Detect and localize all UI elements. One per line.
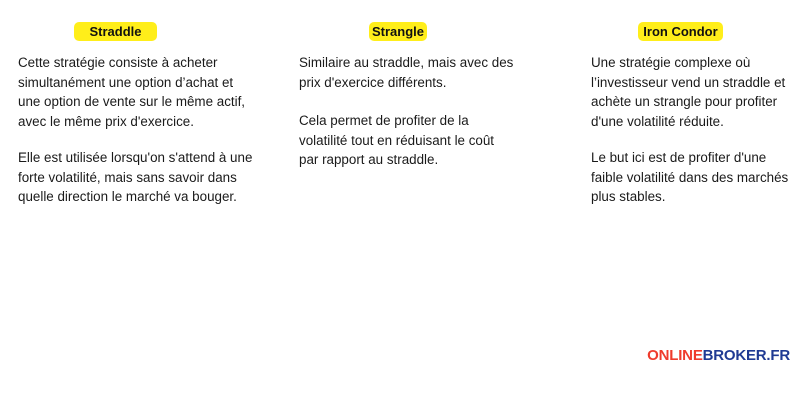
straddle-description: Cette stratégie consiste à acheter simultanément une option d’achat et une option de vente sur le même actif, avec le même prix d'exercice. xyxy=(18,55,246,129)
straddle-tag: Straddle xyxy=(74,22,157,41)
onlinebroker-logo xyxy=(647,347,790,364)
iron-condor-goal: Le but ici est de profiter d'une faible volatilité dans des marchés plus stables. xyxy=(591,150,789,204)
strangle-tag: Strangle xyxy=(369,22,427,41)
logo-broker-text: BROKER.FR xyxy=(702,347,790,364)
strangle-benefit: Cela permet de profiter de la volatilité tout en réduisant le coût par rapport au straddle. xyxy=(299,113,495,167)
strangle-description: Similaire au straddle, mais avec des prix d'exercice différents. xyxy=(299,55,514,90)
iron-condor-tag: Iron Condor xyxy=(638,22,723,41)
iron-condor-description: Une stratégie complexe où l’investisseur vend un straddle et achète un strangle pour profiter d'une volatilité réduite. xyxy=(591,55,786,129)
straddle-usage: Elle est utilisée lorsqu'on s'attend à une forte volatilité, mais sans savoir dans quelle direction le marché va bouger. xyxy=(18,150,253,204)
logo-online-text: ONLINE xyxy=(647,347,703,364)
